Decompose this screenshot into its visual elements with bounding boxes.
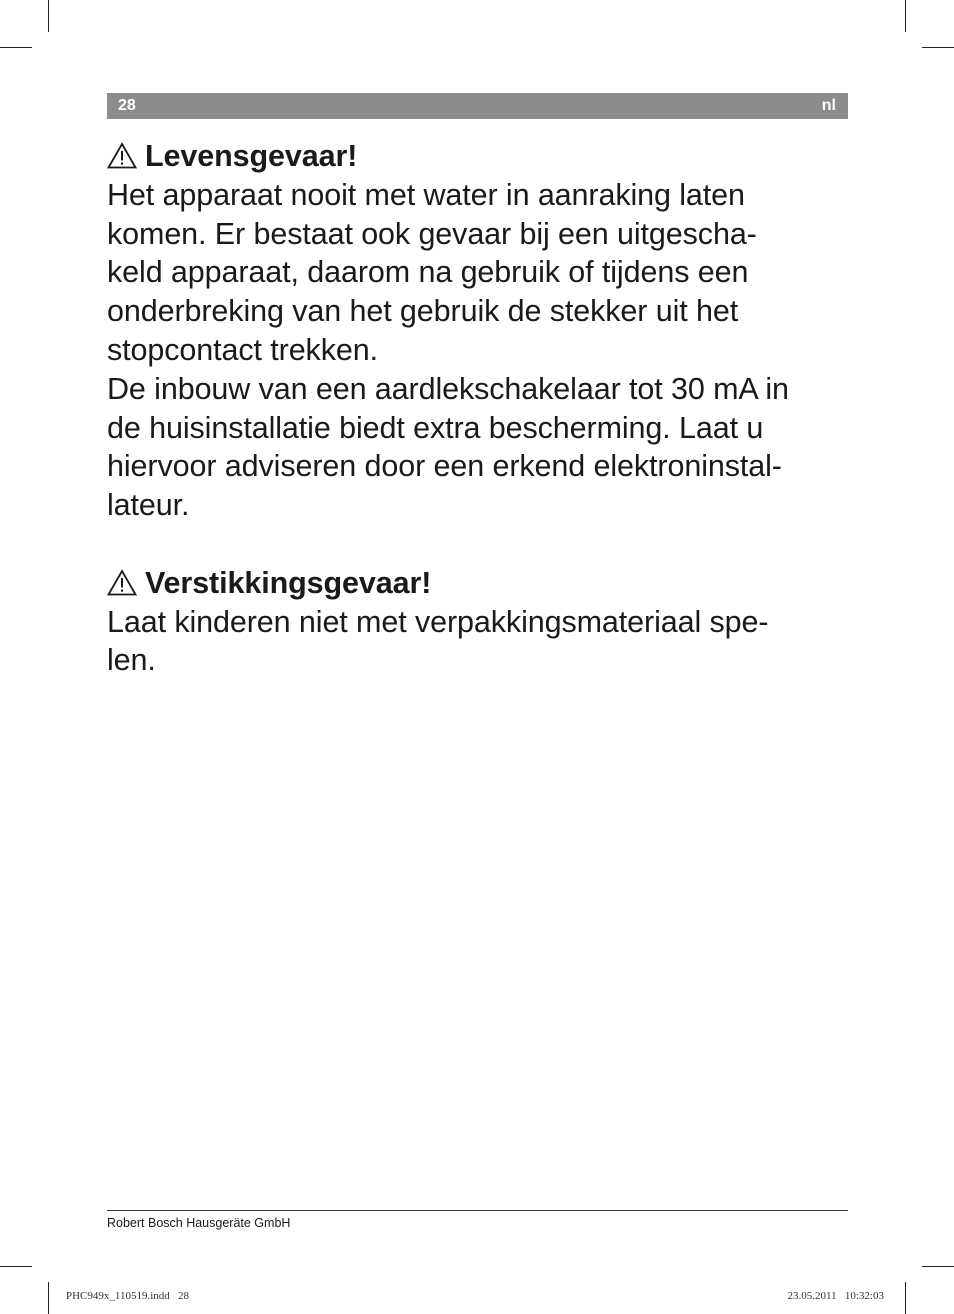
body-line: hiervoor adviseren door een erkend elektroninstal- xyxy=(107,449,782,484)
print-slug-datetime: 23.05.2011 10:32:03 xyxy=(787,1290,884,1302)
section-spacer xyxy=(107,525,852,564)
language-code: nl xyxy=(821,97,836,114)
body-line: len. xyxy=(107,643,156,678)
body-line: de huisinstallatie biedt extra bescherming. Laat u xyxy=(107,410,764,445)
warning-section-verstikkingsgevaar xyxy=(107,564,852,680)
warning-triangle-icon xyxy=(107,569,137,596)
print-slug-file: PHC949x_110519.indd 28 xyxy=(66,1290,190,1302)
section-heading xyxy=(107,137,852,176)
section-heading-text: Verstikkingsgevaar! xyxy=(145,565,432,600)
body-line: stopcontact trekken. xyxy=(107,332,378,367)
crop-mark xyxy=(905,1282,906,1314)
crop-mark xyxy=(922,1266,954,1267)
body-line: Het apparaat nooit met water in aanraking laten xyxy=(107,177,745,212)
crop-mark xyxy=(922,47,954,48)
page-header-bar xyxy=(107,93,848,119)
crop-mark xyxy=(0,1266,32,1267)
body-line: onderbreking van het gebruik de stekker uit het xyxy=(107,294,739,329)
page-content xyxy=(107,137,852,680)
warning-section-levensgevaar xyxy=(107,137,852,525)
body-line: Laat kinderen niet met verpakkingsmateriaal spe- xyxy=(107,604,769,639)
section-heading xyxy=(107,564,852,603)
body-line: komen. Er bestaat ook gevaar bij een uitgescha- xyxy=(107,216,757,251)
crop-mark xyxy=(48,0,49,32)
body-line: lateur. xyxy=(107,488,190,523)
warning-triangle-icon xyxy=(107,142,137,169)
body-line: De inbouw van een aardlekschakelaar tot 30 mA in xyxy=(107,371,789,406)
footer-company: Robert Bosch Hausgeräte GmbH xyxy=(107,1216,291,1230)
section-heading-text: Levensgevaar! xyxy=(145,139,358,173)
body-line: keld apparaat, daarom na gebruik of tijdens een xyxy=(107,255,749,290)
crop-mark xyxy=(0,47,32,48)
crop-mark xyxy=(48,1282,49,1314)
footer-rule xyxy=(107,1210,848,1211)
crop-mark xyxy=(905,0,906,32)
page-number: 28 xyxy=(118,97,136,114)
